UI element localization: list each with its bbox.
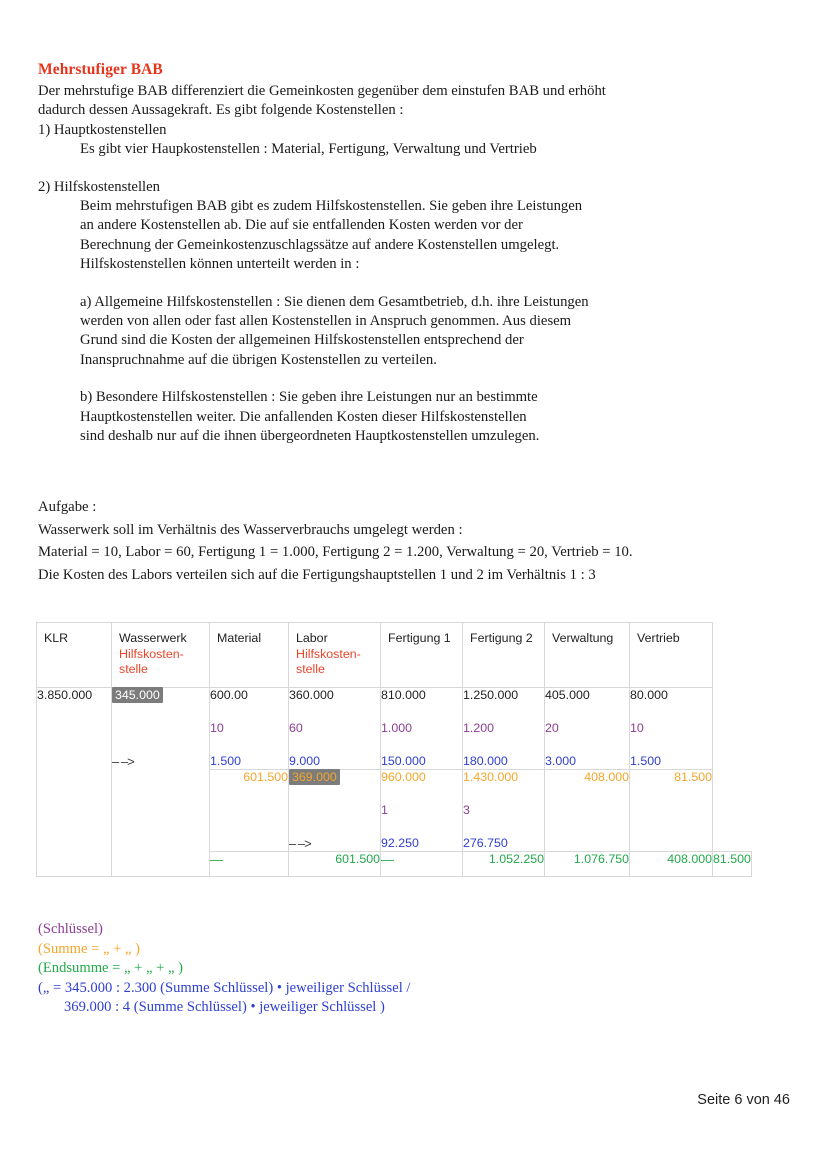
header-label: Fertigung 2 [470, 631, 533, 645]
task-line-1: Wasserwerk soll im Verhältnis des Wasserverbrauchs umgelegt werden : [38, 521, 463, 538]
wasserwerk-allocation-arrow: – –> [112, 753, 134, 769]
key-labor-wasserwerk: 60 [289, 720, 303, 735]
spacer [38, 160, 794, 178]
cell-labor-block1 [289, 687, 381, 769]
task-heading: Aufgabe : [38, 499, 97, 515]
cell-vertrieb-block1 [630, 687, 713, 769]
spacer-line [545, 836, 629, 851]
header-cell-vertrieb [630, 623, 713, 688]
cell-fertigung2-total [545, 851, 630, 876]
header-sublabel-hilfskostenstelle: Hilfskosten- stelle [119, 646, 184, 676]
subtotal-verwaltung: 408.000 [584, 769, 629, 784]
spacer [38, 370, 794, 388]
bab-table-wrapper [36, 622, 752, 877]
key-fertigung1-wasserwerk: 1.000 [381, 720, 413, 735]
cell-vertrieb-subtotal [630, 769, 713, 851]
cell-verwaltung-block1 [545, 687, 630, 769]
cell-wasserwerk-final [210, 851, 289, 876]
task-line-3: Die Kosten des Labors verteilen sich auf die Fertigungshauptstellen 1 und 2 im Verhältnis 1 : 3 [38, 566, 596, 583]
legend-endsumme: (Endsumme = „ + „ + „ ) [38, 960, 184, 977]
table-row [37, 687, 752, 769]
section2-heading: 2) Hilfskostenstellen [38, 178, 160, 195]
total-labor: — [381, 851, 394, 867]
header-cell-material [210, 623, 289, 688]
value-vertrieb-primary: 80.000 [630, 687, 668, 702]
key-verwaltung-wasserwerk: 20 [545, 720, 559, 735]
header-cell-fertigung2 [463, 623, 545, 688]
header-label: Labor [296, 631, 328, 645]
legend-formula-line-1: („ = 345.000 : 2.300 (Summe Schlüssel) • jeweiliger Schlüssel / [38, 979, 411, 996]
spacer-line [545, 803, 629, 836]
cell-material-total [289, 851, 381, 876]
cell-fertigung1-block1 [381, 687, 463, 769]
item-b-line-1: b) Besondere Hilfskostenstellen : Sie geben ihre Leistungen nur an bestimmte [80, 389, 538, 406]
header-label: Material [217, 631, 262, 645]
item-a-line-4: Inanspruchnahme auf die übrigen Kostenstellen zu verteilen. [80, 351, 437, 368]
alloc-fertigung2-wasserwerk: 180.000 [463, 753, 508, 768]
subtotal-fertigung2: 1.430.000 [463, 769, 519, 784]
header-cell-klr [37, 623, 112, 688]
header-sublabel-hilfskostenstelle: Hilfskosten- stelle [296, 646, 361, 676]
intro-line-1: Der mehrstufige BAB differenziert die Gemeinkosten gegenüber dem einstufen BAB und erhöht [38, 83, 606, 99]
cell-verwaltung-subtotal [545, 769, 630, 851]
total-fertigung1: 1.052.250 [488, 851, 544, 866]
key-vertrieb-wasserwerk: 10 [630, 720, 644, 735]
cell-fertigung1-subtotal [381, 769, 463, 851]
alloc-vertrieb-wasserwerk: 1.500 [630, 753, 662, 768]
header-cell-verwaltung [545, 623, 630, 688]
cell-fertigung1-total [463, 851, 545, 876]
subtotal-material: 601.500 [243, 769, 288, 784]
section2-body-line-4: Hilfskostenstellen können unterteilt werden in : [80, 256, 360, 273]
legend-schluessel: (Schlüssel) [38, 921, 103, 937]
task-section [38, 496, 798, 586]
subtotal-labor: 369.000 [289, 770, 380, 803]
alloc-material-wasserwerk: 1.500 [210, 753, 242, 768]
task-line-2: Material = 10, Labor = 60, Fertigung 1 = 1.000, Fertigung 2 = 1.200, Verwaltung = 20, Vertrieb = 10. [38, 544, 633, 560]
spacer-line [289, 803, 380, 836]
section1-heading: 1) Hauptkostenstellen [38, 121, 167, 138]
value-labor-primary: 360.000 [289, 687, 334, 702]
legend-block [38, 920, 638, 1018]
value-verwaltung-primary: 405.000 [545, 687, 590, 702]
page-footer: Seite 6 von 46 [697, 1092, 790, 1108]
section2-body-line-2: an andere Kostenstellen ab. Die auf sie entfallenden Kosten werden vor der [80, 217, 523, 234]
cell-labor-total [381, 851, 463, 876]
alloc-fertigung2-labor: 276.750 [463, 835, 508, 850]
section2-body-line-1: Beim mehrstufigen BAB gibt es zudem Hilfskostenstellen. Sie geben ihre Leistungen [80, 198, 583, 215]
spacer-line [210, 803, 288, 836]
subtotal-fertigung1: 960.000 [381, 769, 426, 784]
value-material-primary: 600.00 [210, 687, 248, 702]
section2-body-line-3: Berechnung der Gemeinkostenzuschlagssätze auf andere Kostenstellen umgelegt. [80, 236, 560, 253]
table-header-row [37, 623, 752, 688]
alloc-labor-wasserwerk: 9.000 [289, 753, 321, 768]
header-label: Fertigung 1 [388, 631, 451, 645]
spacer-line [630, 836, 712, 851]
total-vertrieb: 81.500 [713, 851, 751, 866]
legend-formula-line-2: 369.000 : 4 (Summe Schlüssel) • jeweiliger Schlüssel ) [64, 999, 385, 1016]
total-material: 601.500 [335, 851, 380, 866]
spacer [38, 275, 794, 293]
item-a-line-1: a) Allgemeine Hilfskostenstellen : Sie dienen dem Gesamtbetrieb, d.h. ihre Leistungen [80, 293, 589, 310]
cell-material-subtotal [210, 769, 289, 851]
header-cell-wasserwerk [112, 623, 210, 688]
item-b-line-2: Hauptkostenstellen weiter. Die anfallenden Kosten dieser Hilfskostenstellen [80, 408, 527, 425]
total-verwaltung: 408.000 [667, 851, 712, 866]
header-cell-labor [289, 623, 381, 688]
header-cell-fertigung1 [381, 623, 463, 688]
cell-fertigung2-block1 [463, 687, 545, 769]
value-wasserwerk-total: 345.000 [112, 688, 209, 721]
alloc-verwaltung-wasserwerk: 3.000 [545, 753, 577, 768]
header-label: KLR [44, 631, 69, 645]
value-fertigung1-primary: 810.000 [381, 687, 426, 702]
legend-summe: (Summe = „ + „ ) [38, 940, 140, 957]
spacer-line [210, 836, 288, 851]
header-label: Wasserwerk [119, 631, 187, 645]
item-a-line-3: Grund sind die Kosten der allgemeinen Hilfskostenstellen entsprechend der [80, 332, 524, 349]
prose-section [38, 60, 794, 447]
alloc-fertigung1-wasserwerk: 150.000 [381, 753, 426, 768]
cell-fertigung2-subtotal [463, 769, 545, 851]
alloc-fertigung1-labor: 92.250 [381, 835, 419, 850]
page-title: Mehrstufiger BAB [38, 61, 163, 78]
total-wasserwerk: — [210, 851, 223, 867]
cell-klr-total [37, 687, 112, 876]
labor-allocation-arrow: – –> [289, 835, 311, 851]
key-fertigung2-labor: 3 [463, 802, 470, 817]
bab-table [36, 622, 752, 877]
value-fertigung2-primary: 1.250.000 [463, 687, 519, 702]
cell-labor-subtotal [289, 769, 381, 851]
section1-body: Es gibt vier Haupkostenstellen : Material, Fertigung, Verwaltung und Vertrieb [80, 141, 537, 158]
item-a-line-2: werden von allen oder fast allen Kostenstellen in Anspruch genommen. Aus diesem [80, 313, 572, 330]
key-fertigung1-labor: 1 [381, 802, 388, 817]
cell-wasserwerk-block [112, 687, 210, 876]
total-fertigung2: 1.076.750 [573, 851, 629, 866]
header-label: Verwaltung [552, 631, 614, 645]
item-b-line-3: sind deshalb nur auf die ihnen übergeordneten Hauptkostenstellen umzulegen. [80, 428, 540, 445]
spacer-line [630, 803, 712, 836]
key-fertigung2-wasserwerk: 1.200 [463, 720, 495, 735]
cell-verwaltung-total [630, 851, 713, 876]
cell-vertrieb-total [713, 851, 752, 876]
spacer-line [112, 721, 209, 754]
header-label: Vertrieb [637, 631, 680, 645]
value-klr-total: 3.850.000 [37, 687, 93, 702]
cell-material-block1 [210, 687, 289, 769]
subtotal-vertrieb: 81.500 [674, 769, 712, 784]
key-material-wasserwerk: 10 [210, 720, 224, 735]
intro-line-2: dadurch dessen Aussagekraft. Es gibt folgende Kostenstellen : [38, 102, 404, 119]
